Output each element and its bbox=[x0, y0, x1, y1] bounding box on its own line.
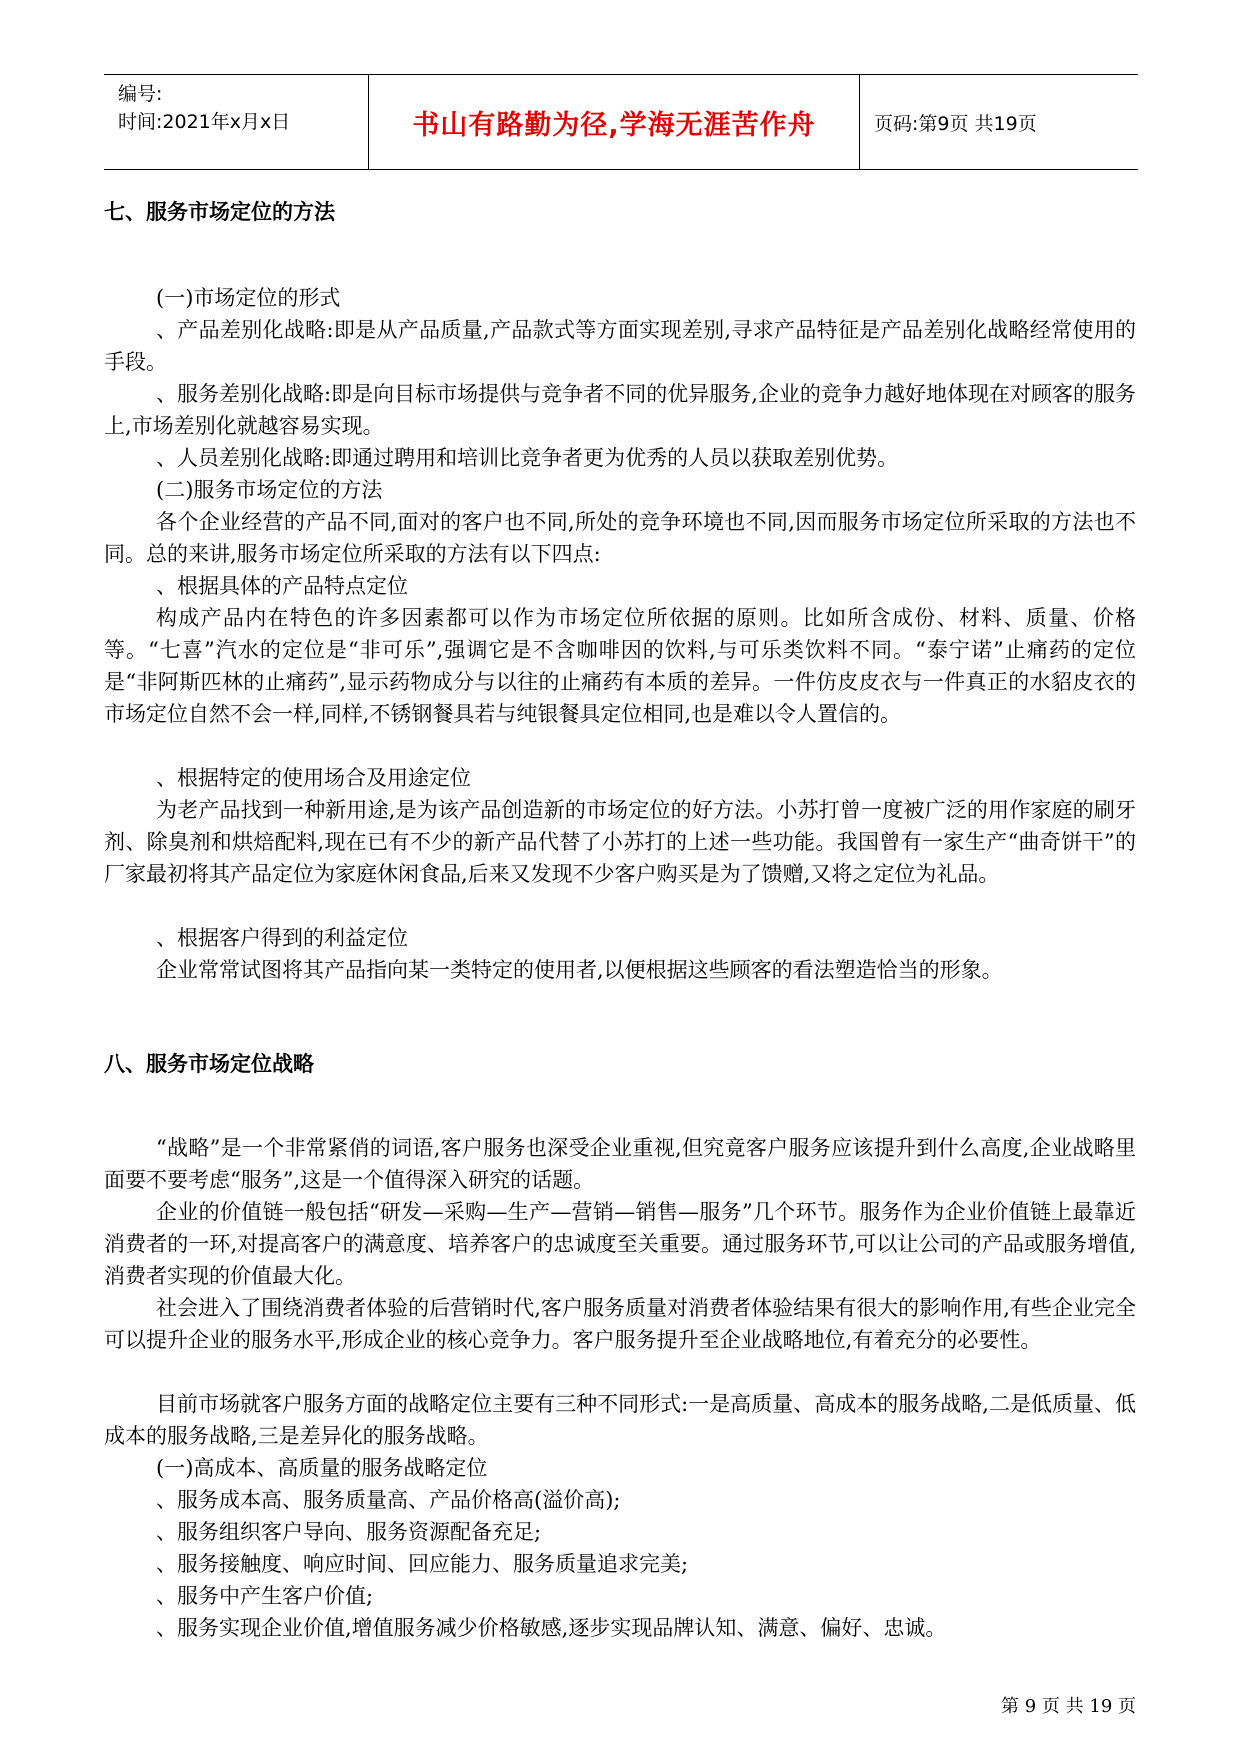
paragraph: 企业的价值链一般包括“研发—采购—生产—营销—销售—服务”几个环节。服务作为企业价值链上最靠近消费者的一环,对提高客户的满意度、培养客户的忠诚度至关重要。通过服务环节,可以让公司的产品或服务增值,消费者实现的价值最大化。 bbox=[104, 1200, 1136, 1288]
paragraph: 、服务接触度、响应时间、回应能力、服务质量追求完美; bbox=[156, 1552, 689, 1576]
paragraph: 企业常常试图将其产品指向某一类特定的使用者,以便根据这些顾客的看法塑造恰当的形象。 bbox=[156, 958, 1003, 982]
header-motto-cell bbox=[368, 75, 860, 169]
paragraph: 、服务成本高、服务质量高、产品价格高(溢价高); bbox=[156, 1488, 621, 1512]
section-8-title: 八、服务市场定位战略 bbox=[104, 1052, 314, 1076]
paragraph: 社会进入了围绕消费者体验的后营销时代,客户服务质量对消费者体验结果有很大的影响作用,有些企业完全可以提升企业的服务水平,形成企业的核心竞争力。客户服务提升至企业战略地位,有着充分的必要性。 bbox=[104, 1296, 1136, 1352]
motto-text: 书山有路勤为径,学海无涯苦作舟 bbox=[412, 109, 816, 141]
paragraph: 、根据具体的产品特点定位 bbox=[156, 574, 408, 598]
footer-page-info: 第 9 页 共 19 页 bbox=[1001, 1696, 1136, 1717]
header-page-info: 页码:第9页 共19页 bbox=[874, 112, 1037, 135]
paragraph: 、服务差别化战略:即是向目标市场提供与竞争者不同的优异服务,企业的竞争力越好地体现在对顾客的服务上,市场差别化就越容易实现。 bbox=[104, 382, 1136, 438]
time-label: 时间:2021年x月x日 bbox=[118, 111, 291, 133]
paragraph: 、服务组织客户导向、服务资源配备充足; bbox=[156, 1520, 542, 1544]
header-page-cell bbox=[860, 75, 1138, 169]
paragraph: (二)服务市场定位的方法 bbox=[156, 478, 383, 502]
paragraph: 、服务中产生客户价值; bbox=[156, 1584, 374, 1608]
paragraph: 构成产品内在特色的许多因素都可以作为市场定位所依据的原则。比如所含成份、材料、质量、价格等。“七喜”汽水的定位是“非可乐”,强调它是不含咖啡因的饮料,与可乐类饮料不同。“泰宁诺”止痛药的定位是“非阿斯匹林的止痛药”,显示药物成分与以往的止痛药有本质的差异。一件仿皮皮衣与一件真正的水貂皮衣的市场定位自然不会一样,同样,不锈钢餐具若与纯银餐具定位相同,也是难以令人置信的。 bbox=[104, 606, 1136, 726]
paragraph: (一)市场定位的形式 bbox=[156, 286, 341, 310]
page-header bbox=[104, 74, 1138, 170]
paragraph: (一)高成本、高质量的服务战略定位 bbox=[156, 1456, 488, 1480]
paragraph: 、产品差别化战略:即是从产品质量,产品款式等方面实现差别,寻求产品特征是产品差别化战略经常使用的手段。 bbox=[104, 318, 1136, 374]
serial-label: 编号: bbox=[118, 83, 163, 105]
header-meta-cell bbox=[104, 75, 368, 169]
paragraph: 、根据客户得到的利益定位 bbox=[156, 926, 408, 950]
paragraph: 、根据特定的使用场合及用途定位 bbox=[156, 766, 471, 790]
paragraph: 、服务实现企业价值,增值服务减少价格敏感,逐步实现品牌认知、满意、偏好、忠诚。 bbox=[156, 1616, 947, 1640]
section-7-title: 七、服务市场定位的方法 bbox=[104, 200, 335, 224]
paragraph: “战略”是一个非常紧俏的词语,客户服务也深受企业重视,但究竟客户服务应该提升到什么高度,企业战略里面要不要考虑“服务”,这是一个值得深入研究的话题。 bbox=[104, 1136, 1136, 1192]
paragraph: 、人员差别化战略:即通过聘用和培训比竞争者更为优秀的人员以获取差别优势。 bbox=[156, 446, 899, 470]
paragraph: 目前市场就客户服务方面的战略定位主要有三种不同形式:一是高质量、高成本的服务战略,二是低质量、低成本的服务战略,三是差异化的服务战略。 bbox=[104, 1392, 1136, 1448]
paragraph: 为老产品找到一种新用途,是为该产品创造新的市场定位的好方法。小苏打曾一度被广泛的用作家庭的刷牙剂、除臭剂和烘焙配料,现在已有不少的新产品代替了小苏打的上述一些功能。我国曾有一家生产“曲奇饼干”的厂家最初将其产品定位为家庭休闲食品,后来又发现不少客户购买是为了馈赠,又将之定位为礼品。 bbox=[104, 798, 1136, 886]
paragraph: 各个企业经营的产品不同,面对的客户也不同,所处的竞争环境也不同,因而服务市场定位所采取的方法也不同。总的来讲,服务市场定位所采取的方法有以下四点: bbox=[104, 510, 1136, 566]
